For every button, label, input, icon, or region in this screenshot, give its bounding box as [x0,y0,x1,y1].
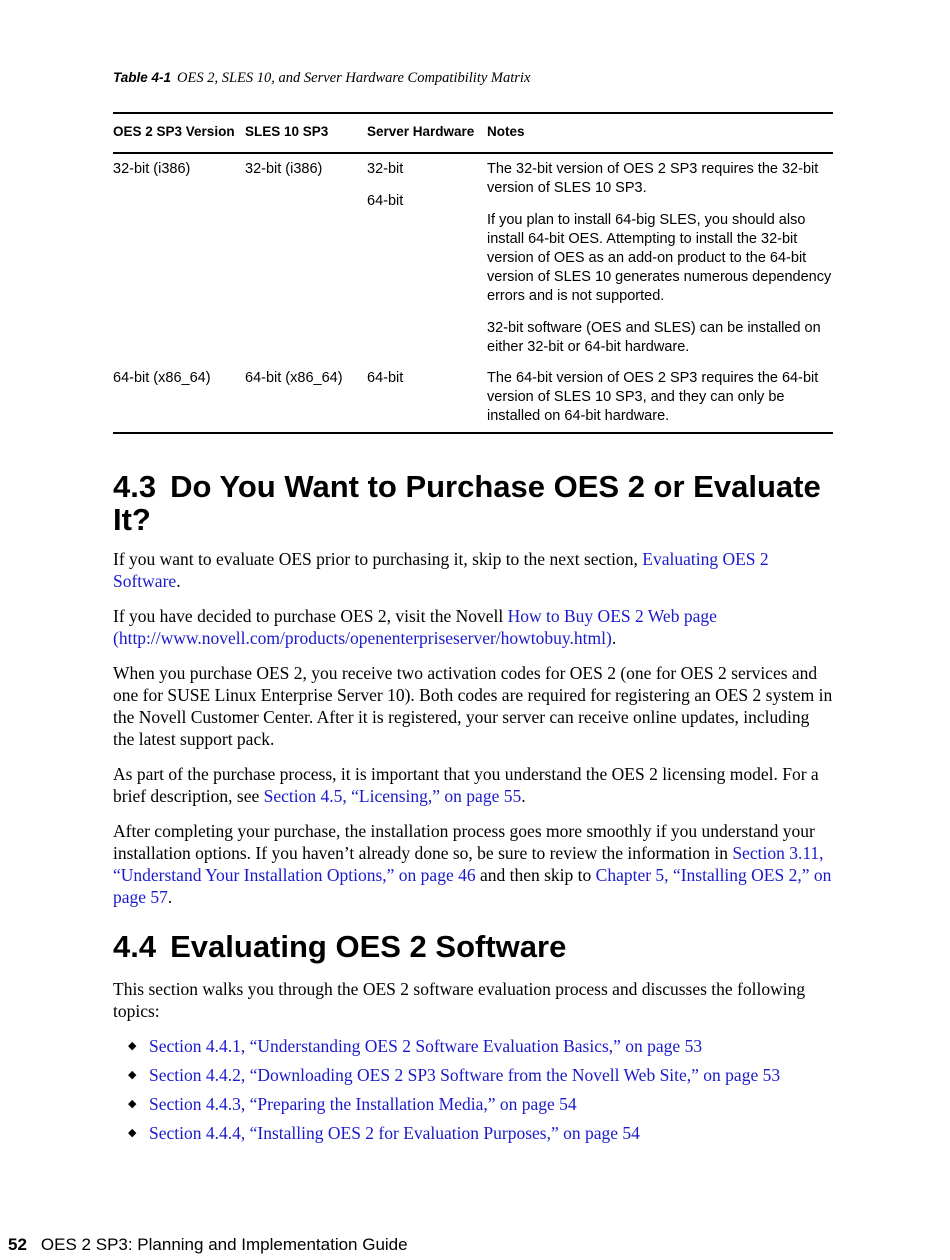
how-to-buy-link[interactable]: How to Buy OES 2 Web page (http://www.novell.com/products/openenterpriseserver/howtobuy.html) [113,606,717,648]
list-item [113,1093,833,1115]
hardware-value: 64-bit [367,193,404,209]
paragraph: If you have decided to purchase OES 2, visit the Novell How to Buy OES 2 Web page (http://www.novell.com/products/openenterpriseserver/howtobuy.html). [113,606,717,648]
evaluating-oes-link[interactable]: Evaluating OES 2 Software [113,549,769,591]
header-server-hardware: Server Hardware [367,113,487,153]
table-row [113,357,833,433]
table-header-row [113,113,833,153]
header-notes: Notes [487,113,833,153]
topic-link[interactable]: Section 4.4.4, “Installing OES 2 for Evaluation Purposes,” on page 54 [149,1123,640,1143]
list-item [113,1064,833,1086]
list-item [113,1122,833,1144]
note-text: The 64-bit version of OES 2 SP3 requires the 64-bit version of SLES 10 SP3, and they can only be installed on 64-bit hardware. [487,370,819,424]
table-row [113,153,833,357]
section-title: Evaluating OES 2 Software [170,929,567,964]
paragraph: After completing your purchase, the installation process goes more smoothly if you understand your installation options. If you haven’t already done so, be sure to review the information in Section 3.11, “Understand Your Installation Options,” on page 46 and then skip to Chapter 5, “Installing OES 2,” on page 57. [113,821,832,907]
note-text: If you plan to install 64-big SLES, you should also install 64-bit OES. Attempting to install the 32-bit version of OES as an add-on product to the 64-bit version of SLES 10 generates numerous dependency errors and is not supported. [487,212,832,304]
page-number: 52 [8,1235,27,1254]
footer-title: OES 2 SP3: Planning and Implementation Guide [40,1235,408,1254]
cell-oes: 64-bit (x86_64) [113,357,245,433]
paragraph: As part of the purchase process, it is important that you understand the OES 2 licensing model. For a brief description, see Section 4.5, “Licensing,” on page 55. [113,764,819,806]
compatibility-matrix-table [113,112,833,434]
note-text: 32-bit software (OES and SLES) can be installed on either 32-bit or 64-bit hardware. [487,320,821,355]
section-4-4-heading [113,930,833,963]
topic-link[interactable]: Section 4.4.2, “Downloading OES 2 SP3 Software from the Novell Web Site,” on page 53 [149,1065,781,1085]
section-title: Do You Want to Purchase OES 2 or Evaluate It? [113,469,821,537]
hardware-value: 64-bit [367,370,404,386]
section-number: 4.4 [113,929,157,964]
topic-link[interactable]: Section 4.4.3, “Preparing the Installation Media,” on page 54 [149,1094,577,1114]
paragraph: This section walks you through the OES 2 software evaluation process and discusses the following topics: [113,979,806,1021]
paragraph: If you want to evaluate OES prior to purchasing it, skip to the next section, Evaluating OES 2 Software. [113,549,769,591]
cell-hardware [367,153,487,357]
cell-notes [487,357,833,433]
note-text: The 32-bit version of OES 2 SP3 requires the 32-bit version of SLES 10 SP3. [487,161,819,196]
hardware-value: 32-bit [367,161,404,177]
header-sles: SLES 10 SP3 [245,113,367,153]
cell-sles: 64-bit (x86_64) [245,357,367,433]
diamond-bullet-icon: ◆ [128,1040,137,1052]
cell-sles: 32-bit (i386) [245,161,323,177]
section-4-4-body [113,978,833,1151]
cell-hardware [367,357,487,433]
topic-link[interactable]: Section 4.4.1, “Understanding OES 2 Software Evaluation Basics,” on page 53 [149,1036,703,1056]
table-caption [113,70,530,87]
diamond-bullet-icon: ◆ [128,1127,137,1139]
section-4-3-body [113,548,833,921]
topics-list [113,1035,833,1144]
installation-options-link[interactable]: Section 3.11, “Understand Your Installation Options,” on page 46 [113,843,824,885]
list-item [113,1035,833,1057]
cell-oes: 32-bit (i386) [113,161,191,177]
section-number: 4.3 [113,469,157,504]
section-4-3-heading [113,470,833,536]
diamond-bullet-icon: ◆ [128,1098,137,1110]
header-oes-version: OES 2 SP3 Version [113,113,245,153]
table-caption-label: Table 4-1 [113,70,172,85]
cell-notes [487,153,833,357]
licensing-link[interactable]: Section 4.5, “Licensing,” on page 55 [263,786,522,806]
table-caption-text: OES 2, SLES 10, and Server Hardware Compatibility Matrix [177,70,531,86]
installing-oes-link[interactable]: Chapter 5, “Installing OES 2,” on page 57 [113,865,832,907]
diamond-bullet-icon: ◆ [128,1069,137,1081]
paragraph: When you purchase OES 2, you receive two activation codes for OES 2 (one for OES 2 services and one for SUSE Linux Enterprise Server 10). Both codes are required for registering an OES 2 system in the Novell Customer Center. After it is registered, your server can receive online updates, including the latest support pack. [113,663,833,749]
page-footer [8,1235,408,1255]
